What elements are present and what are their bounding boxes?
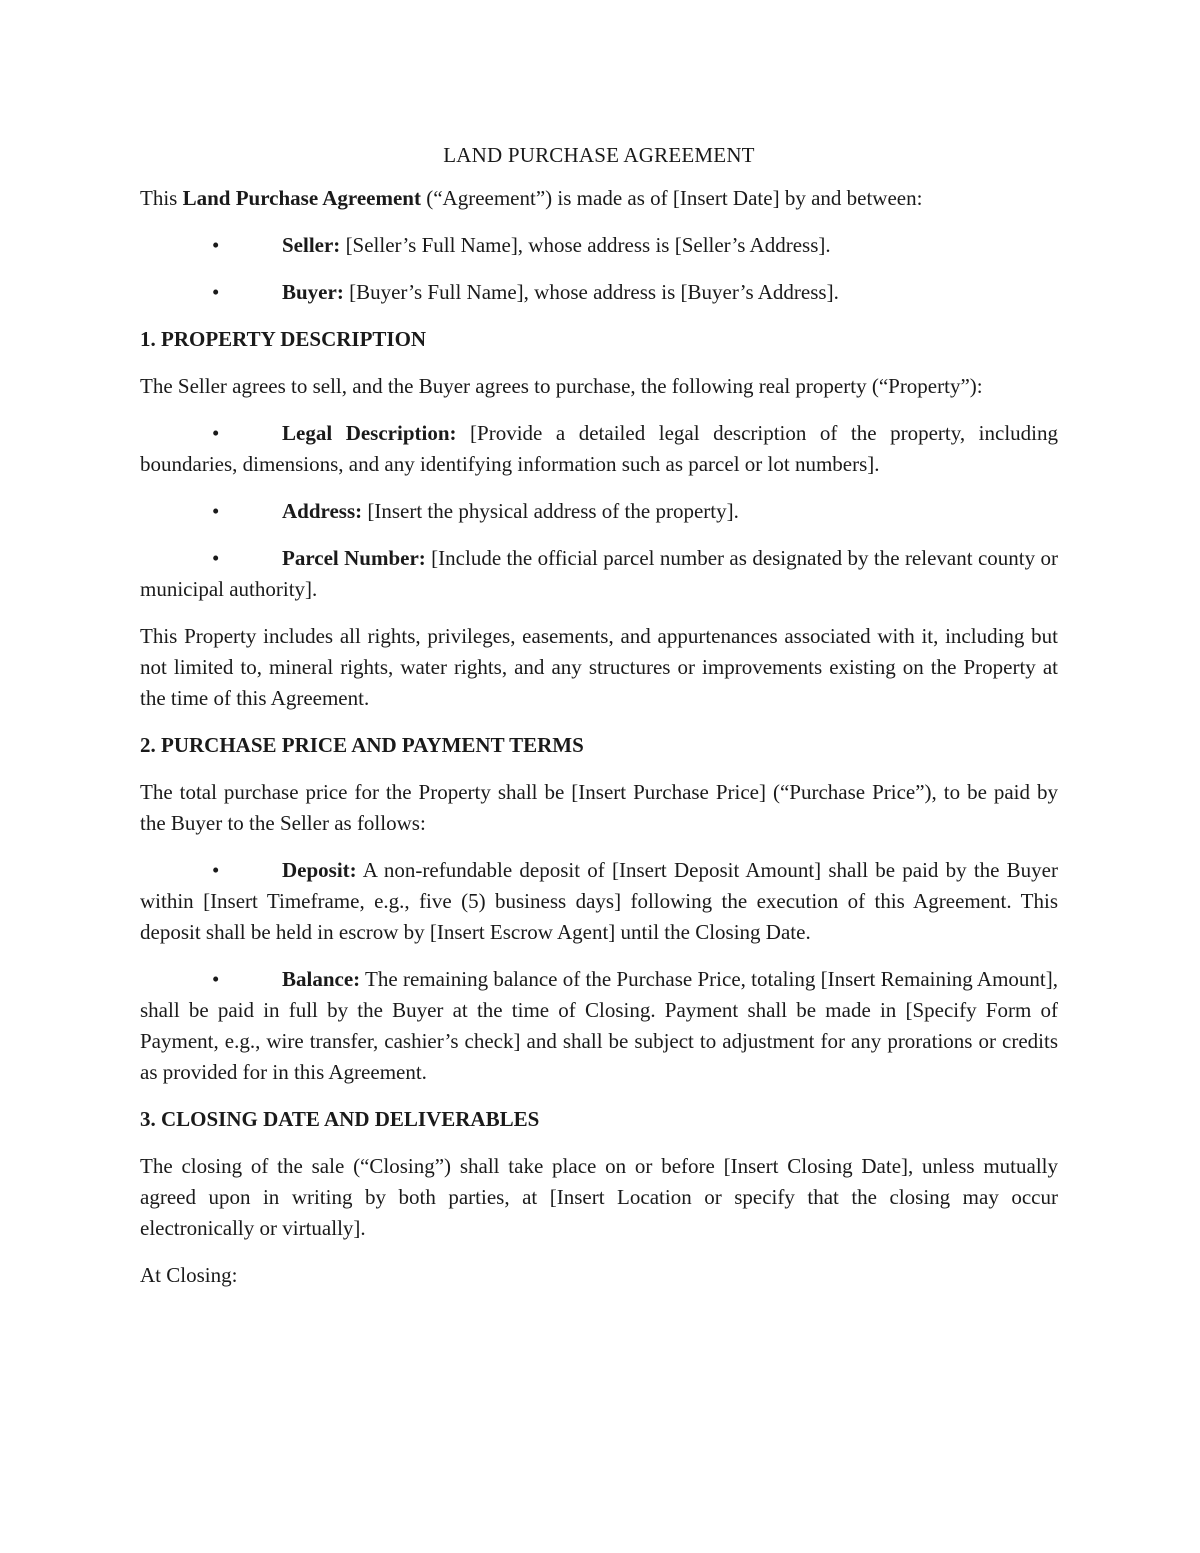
section-1-heading: 1. PROPERTY DESCRIPTION [140,327,427,351]
party-seller [140,230,1058,261]
intro-bold-term: Land Purchase Agreement [182,186,421,210]
party-label: Seller: [282,233,341,257]
item-text: [Insert the physical address of the property]. [362,499,739,523]
item-text: The remaining balance of the Purchase Price, totaling [Insert Remaining Amount], shall be paid in full by the Buyer at the time of Closing. Payment shall be made in [Specify Form of Payment, e.g., wire transfer, cashier’s check] and shall be subject to adjustment for any prorations or credits as provided for in this Agreement. [140,967,1058,1084]
item-text: A non-refundable deposit of [Insert Deposit Amount] shall be paid by the Buyer within [Insert Timeframe, e.g., five (5) business days] following the execution of this Agreement. This deposit shall be held in escrow by [Insert Escrow Agent] until the Closing Date. [140,858,1058,944]
bullet-icon: • [212,858,220,882]
item-label: Balance: [282,967,361,991]
section-1-closing: This Property includes all rights, privileges, easements, and appurtenances associated with it, including but not limited to, mineral rights, water rights, and any structures or improvements existing on the Property at the time of this Agreement. [140,624,1058,710]
item-label: Legal Description: [282,421,457,445]
document-page [140,140,1058,1307]
bullet-icon: • [212,233,220,257]
section-2-heading: 2. PURCHASE PRICE AND PAYMENT TERMS [140,733,584,757]
section-1-intro: The Seller agrees to sell, and the Buyer agrees to purchase, the following real property (“Property”): [140,374,983,398]
item-balance [140,964,1058,1088]
at-closing-label: At Closing: [140,1263,238,1287]
bullet-icon: • [212,967,220,991]
item-legal-description [140,418,1058,480]
section-3-heading: 3. CLOSING DATE AND DELIVERABLES [140,1107,540,1131]
party-text: [Seller’s Full Name], whose address is [Seller’s Address]. [340,233,831,257]
intro-prefix: This [140,186,183,210]
bullet-icon: • [212,546,220,570]
document-title: LAND PURCHASE AGREEMENT [443,143,755,167]
item-text: [Provide a detailed legal description of the property, including boundaries, dimensions, and any identifying information such as parcel or lot numbers]. [140,421,1058,476]
item-parcel-number [140,543,1058,605]
item-label: Deposit: [282,858,357,882]
section-3-intro: The closing of the sale (“Closing”) shall take place on or before [Insert Closing Date], unless mutually agreed upon in writing by both parties, at [Insert Location or specify that the closing may occur electronically or virtually]. [140,1154,1058,1240]
party-buyer [140,277,1058,308]
item-label: Parcel Number: [282,546,426,570]
bullet-icon: • [212,499,220,523]
bullet-icon: • [212,421,220,445]
intro-suffix: (“Agreement”) is made as of [Insert Date] by and between: [420,186,923,210]
party-text: [Buyer’s Full Name], whose address is [Buyer’s Address]. [343,280,839,304]
item-text: [Include the official parcel number as designated by the relevant county or municipal authority]. [140,546,1058,601]
item-label: Address: [282,499,363,523]
section-2-intro: The total purchase price for the Property shall be [Insert Purchase Price] (“Purchase Price”), to be paid by the Buyer to the Seller as follows: [140,780,1058,835]
party-label: Buyer: [282,280,344,304]
bullet-icon: • [212,280,220,304]
item-deposit [140,855,1058,948]
item-address [140,496,1058,527]
intro-paragraph [140,183,1058,214]
